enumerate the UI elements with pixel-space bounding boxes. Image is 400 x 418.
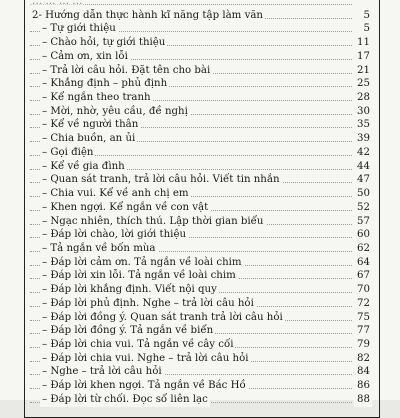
toc-entry-title: 2- Hướng dẫn thực hành kĩ năng tập làm văn: [32, 9, 263, 21]
toc-entry-page: 75: [354, 311, 372, 325]
toc-entry-title: – Kể về người thân: [42, 119, 139, 131]
toc-entry: [30, 160, 372, 174]
toc-entry-title: – Đáp lời từ chối. Đọc sổ liên lạc: [42, 393, 208, 405]
toc-entry: [30, 201, 372, 215]
toc-entry-page: 72: [354, 297, 372, 311]
toc-entry-title: – Đáp lời cảm ơn. Tả ngắn về loài chim: [42, 256, 242, 268]
toc-entry: [30, 228, 372, 242]
toc-entry-page: 62: [354, 242, 372, 256]
toc-entry-page: 60: [354, 228, 372, 242]
toc-entry: [30, 242, 372, 256]
toc-entry-page: 79: [354, 338, 372, 352]
toc-entry: [30, 379, 372, 393]
toc-entry-title: – Kể về gia đình: [42, 160, 125, 172]
toc-entry-title: – Đáp lời chào, lời giới thiệu: [42, 229, 187, 241]
toc-entry-title: – Trả lời câu hỏi. Đặt tên cho bài: [42, 64, 211, 76]
toc-entry: [30, 36, 372, 50]
toc-entry: [30, 146, 372, 160]
toc-entry-page: 82: [354, 352, 372, 366]
toc-entry-title: – Quan sát tranh, trả lời câu hỏi. Viết tin nhắn: [42, 174, 280, 186]
toc-entry-page: 70: [354, 283, 372, 297]
toc-entry: [30, 256, 372, 270]
toc-entry-page: 5: [354, 22, 372, 36]
toc-entry-title: – Đáp lời đồng ý. Quan sát tranh trả lời câu hỏi: [42, 311, 283, 323]
toc-entry: [30, 187, 372, 201]
toc-entry-title: … … … …: [30, 0, 84, 9]
table-of-contents: [30, 0, 372, 407]
toc-entry: [30, 269, 372, 283]
toc-entry-title: – Đáp lời phủ định. Nghe – trả lời câu hỏi: [42, 297, 254, 309]
toc-entry-title: – Mời, nhờ, yêu cầu, đề nghị: [42, 105, 188, 117]
toc-entry-title: – Ngạc nhiên, thích thú. Lập thời gian biểu: [42, 215, 264, 227]
toc-entry-page: 11: [354, 36, 372, 50]
toc-entry-title: – Đáp lời khẳng định. Viết nội quy: [42, 284, 217, 296]
toc-entry-page: 42: [354, 146, 372, 160]
toc-entry-page: 28: [354, 91, 372, 105]
toc-entry: [30, 22, 372, 36]
toc-entry-title: – Chia vui. Kể về anh chị em: [42, 188, 189, 200]
toc-entry-title: – Khẳng định – phủ định: [42, 78, 168, 90]
toc-entry-title: – Chào hỏi, tự giới thiệu: [42, 37, 166, 49]
toc-entry: [30, 352, 372, 366]
toc-entry-page: 86: [354, 379, 372, 393]
toc-entry-title: – Đáp lời đồng ý. Tả ngắn về biển: [42, 325, 214, 337]
toc-entry: [30, 50, 372, 64]
toc-entry-page: 57: [354, 215, 372, 229]
toc-entry-page: 84: [354, 365, 372, 379]
toc-entry-title: – Chia buồn, an ủi: [42, 133, 136, 145]
toc-entry: [30, 132, 372, 146]
toc-entry-page: 64: [354, 256, 372, 270]
toc-entry: [30, 338, 372, 352]
toc-entry-title: – Tả ngắn về bốn mùa: [42, 242, 156, 254]
toc-entry: [30, 215, 372, 229]
toc-entry-page: 5: [354, 9, 372, 23]
toc-entry: [30, 297, 372, 311]
toc-entry: [30, 173, 372, 187]
toc-entry: [30, 91, 372, 105]
toc-entry: [30, 311, 372, 325]
toc-entry-page: 30: [354, 105, 372, 119]
toc-entry-title: – Khen ngợi. Kể ngắn về con vật: [42, 201, 209, 213]
toc-entry: [30, 9, 372, 23]
toc-entry-title: – Nghe – trả lời câu hỏi: [42, 366, 162, 378]
toc-entry: [30, 77, 372, 91]
toc-entry-page: 50: [354, 187, 372, 201]
toc-entry-page: 25: [354, 77, 372, 91]
toc-entry-title: – Cảm ơn, xin lỗi: [42, 50, 128, 62]
toc-entry: [30, 365, 372, 379]
toc-entry-page: 47: [354, 173, 372, 187]
toc-entry-title: – Đáp lời chia vui. Tả ngắn về cây cối: [42, 338, 234, 350]
toc-entry-title: – Gọi điện: [42, 146, 94, 158]
toc-entry-page: 88: [354, 393, 372, 407]
toc-entry: [30, 324, 372, 338]
toc-entry-title: – Đáp lời khen ngợi. Tả ngắn về Bác Hồ: [42, 380, 246, 392]
toc-entry-title: – Đáp lời chia vui. Nghe – trả lời câu hỏi: [42, 352, 249, 364]
toc-entry: [30, 118, 372, 132]
toc-entry-page: 35: [354, 118, 372, 132]
toc-entry-page: 44: [354, 160, 372, 174]
toc-entry-title: – Tự giới thiệu: [42, 23, 116, 35]
toc-entry: [30, 105, 372, 119]
toc-entry: [30, 0, 372, 9]
toc-entry-page: 39: [354, 132, 372, 146]
toc-entry-title: – Kể ngắn theo tranh: [42, 92, 151, 104]
toc-entry: [30, 64, 372, 78]
toc-entry-page: 17: [354, 50, 372, 64]
toc-entry-title: – Đáp lời xin lỗi. Tả ngắn về loài chim: [42, 270, 236, 282]
toc-entry-page: 67: [354, 269, 372, 283]
toc-entry-page: 77: [354, 324, 372, 338]
toc-entry-page: 52: [354, 201, 372, 215]
toc-entry-page: 21: [354, 64, 372, 78]
toc-entry: [30, 283, 372, 297]
